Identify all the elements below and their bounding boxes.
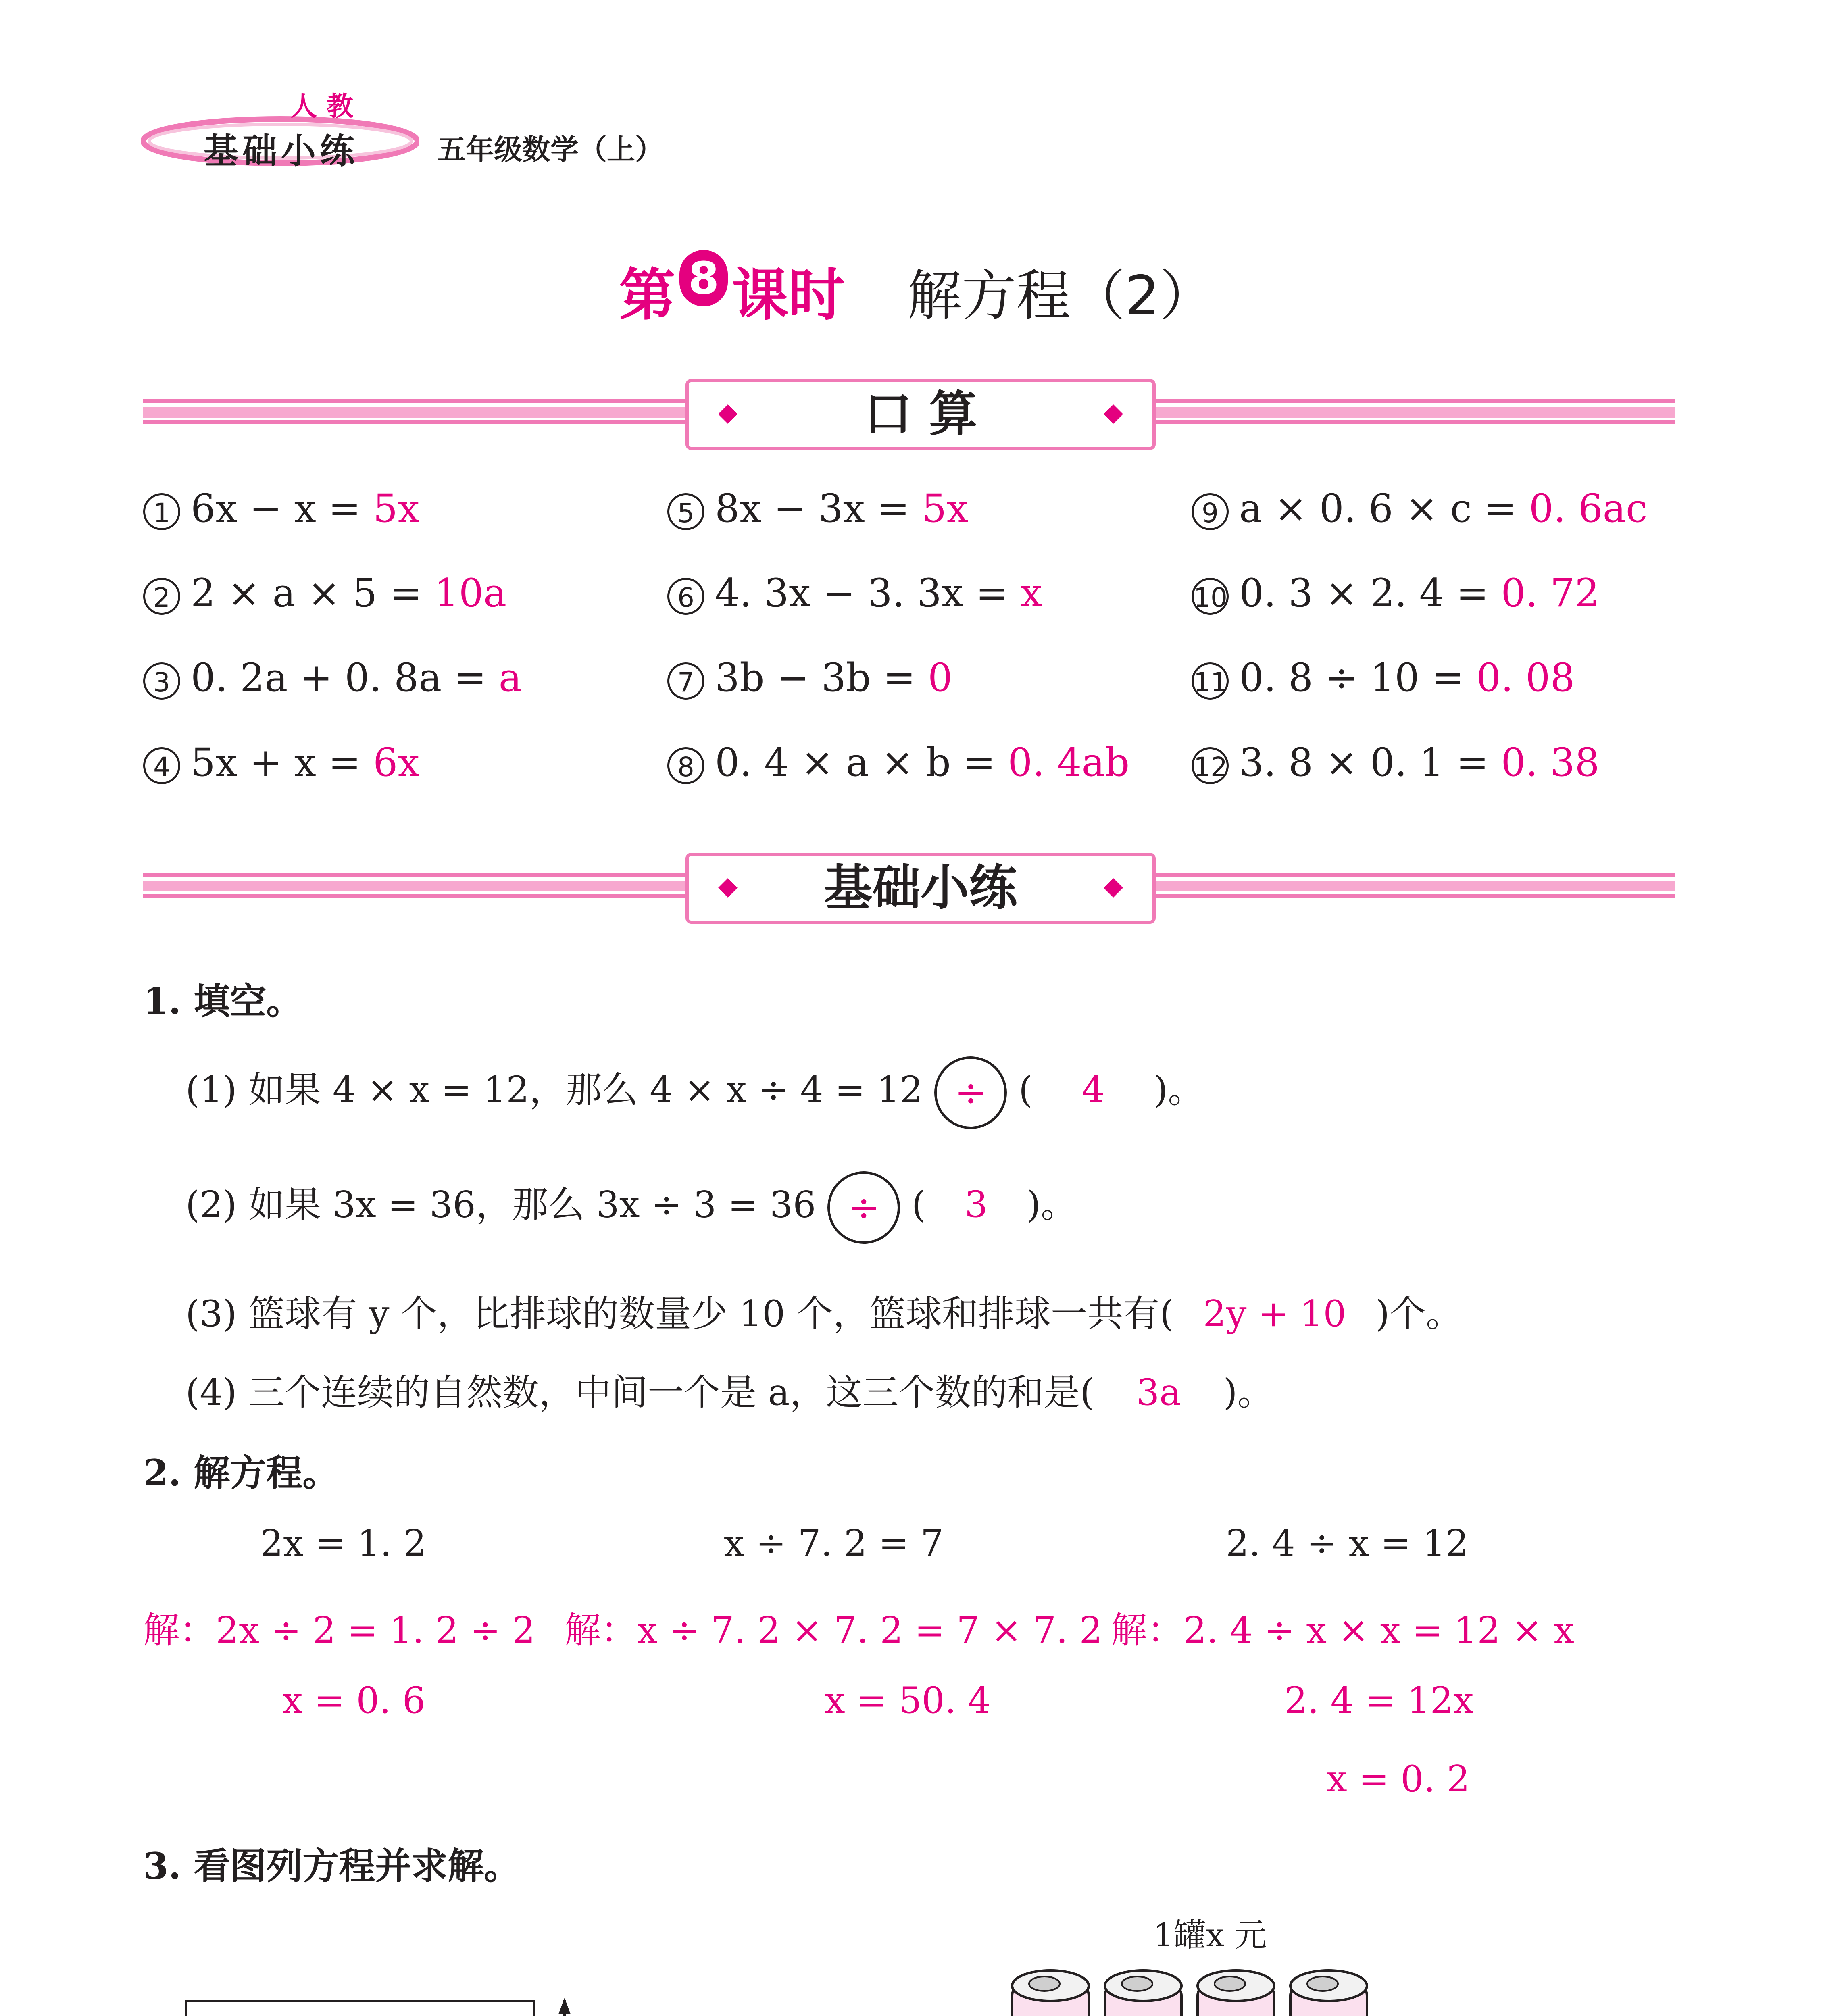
- equation: 2x = 1. 2: [260, 1522, 427, 1564]
- header-brand: 基础小练: [204, 131, 358, 171]
- header-edition: 人教: [290, 91, 363, 122]
- lesson-number-badge: 8: [679, 250, 728, 306]
- mental-math-item: 1 6x − x = 5x: [143, 486, 420, 531]
- operator-circle: ÷: [934, 1056, 1007, 1129]
- mental-math-item: 10 0. 3 × 2. 4 = 0. 72: [1192, 571, 1600, 616]
- solution-step: x = 0. 2: [1327, 1758, 1470, 1800]
- solution-step: x = 0. 6: [282, 1679, 426, 1722]
- section-title: 基础小练: [824, 860, 1017, 916]
- can-icon: [1012, 1970, 1089, 2016]
- answer: 3a: [1136, 1371, 1181, 1414]
- page-title: 解方程（2）: [907, 264, 1214, 327]
- fill-item-3: (3) 篮球有 y 个，比排球的数量少 10 个，篮球和排球一共有( 2y + 10 )个。: [185, 1293, 1463, 1335]
- fill-item-1: (1) 如果 4 × x = 12，那么 4 × x ÷ 4 = 12 ÷ ( 4 )。: [185, 1056, 1204, 1129]
- answer: 2y + 10: [1203, 1293, 1346, 1335]
- answer: 3: [965, 1183, 988, 1226]
- fill-item-4: (4) 三个连续的自然数，中间一个是 a，这三个数的和是( 3a )。: [185, 1371, 1274, 1414]
- mental-math-item: 2 2 × a × 5 = 10a: [143, 571, 506, 616]
- height-arrow-icon: [548, 1996, 581, 2016]
- solution-step: x = 50. 4: [825, 1679, 991, 1722]
- mental-math-item: 6 4. 3x − 3. 3x = x: [667, 571, 1042, 616]
- solution-step: 解：2x ÷ 2 = 1. 2 ÷ 2: [143, 1609, 535, 1652]
- question-1-label: 1. 填空。: [143, 980, 303, 1023]
- mental-math-item: 9 a × 0. 6 × c = 0. 6ac: [1192, 486, 1648, 531]
- equation: 2. 4 ÷ x = 12: [1226, 1522, 1469, 1564]
- solution-step: 解：2. 4 ÷ x × x = 12 × x: [1111, 1609, 1575, 1652]
- section-header-mental-math: [685, 379, 1156, 450]
- mental-math-item: 7 3b − 3b = 0: [667, 655, 952, 700]
- can-price-label: 1罐x 元: [1153, 1916, 1267, 1954]
- operator-circle: ÷: [827, 1171, 900, 1244]
- section-title: 口 算: [864, 386, 977, 442]
- mental-math-item: 5 8x − 3x = 5x: [667, 486, 969, 531]
- mental-math-item: 3 0. 2a + 0. 8a = a: [143, 655, 522, 700]
- section-header-basic-practice: [685, 853, 1156, 924]
- fill-item-2: (2) 如果 3x = 36，那么 3x ÷ 3 = 36 ÷ ( 3 )。: [185, 1171, 1077, 1244]
- mental-math-item: 11 0. 8 ÷ 10 = 0. 08: [1192, 655, 1575, 700]
- mental-math-item: 4 5x + x = 6x: [143, 740, 420, 785]
- solution-step: 2. 4 = 12x: [1284, 1679, 1474, 1722]
- lesson-prefix: 第: [619, 262, 676, 328]
- question-3-label: 3. 看图列方程并求解。: [143, 1845, 521, 1887]
- mental-math-item: 12 3. 8 × 0. 1 = 0. 38: [1192, 740, 1600, 785]
- question-2-label: 2. 解方程。: [143, 1452, 339, 1494]
- cans-illustration: [1006, 1968, 1389, 2016]
- solution-step: 解：x ÷ 7. 2 × 7. 2 = 7 × 7. 2: [565, 1609, 1102, 1652]
- mental-math-item: 8 0. 4 × a × b = 0. 4ab: [667, 740, 1129, 785]
- lesson-label: [619, 250, 845, 331]
- header-grade: 五年级数学（上）: [438, 133, 663, 166]
- equation: x ÷ 7. 2 = 7: [724, 1522, 944, 1564]
- answer: 4: [1081, 1068, 1105, 1111]
- rectangle-figure: [185, 2000, 535, 2016]
- lesson-suffix: 课时: [732, 262, 845, 328]
